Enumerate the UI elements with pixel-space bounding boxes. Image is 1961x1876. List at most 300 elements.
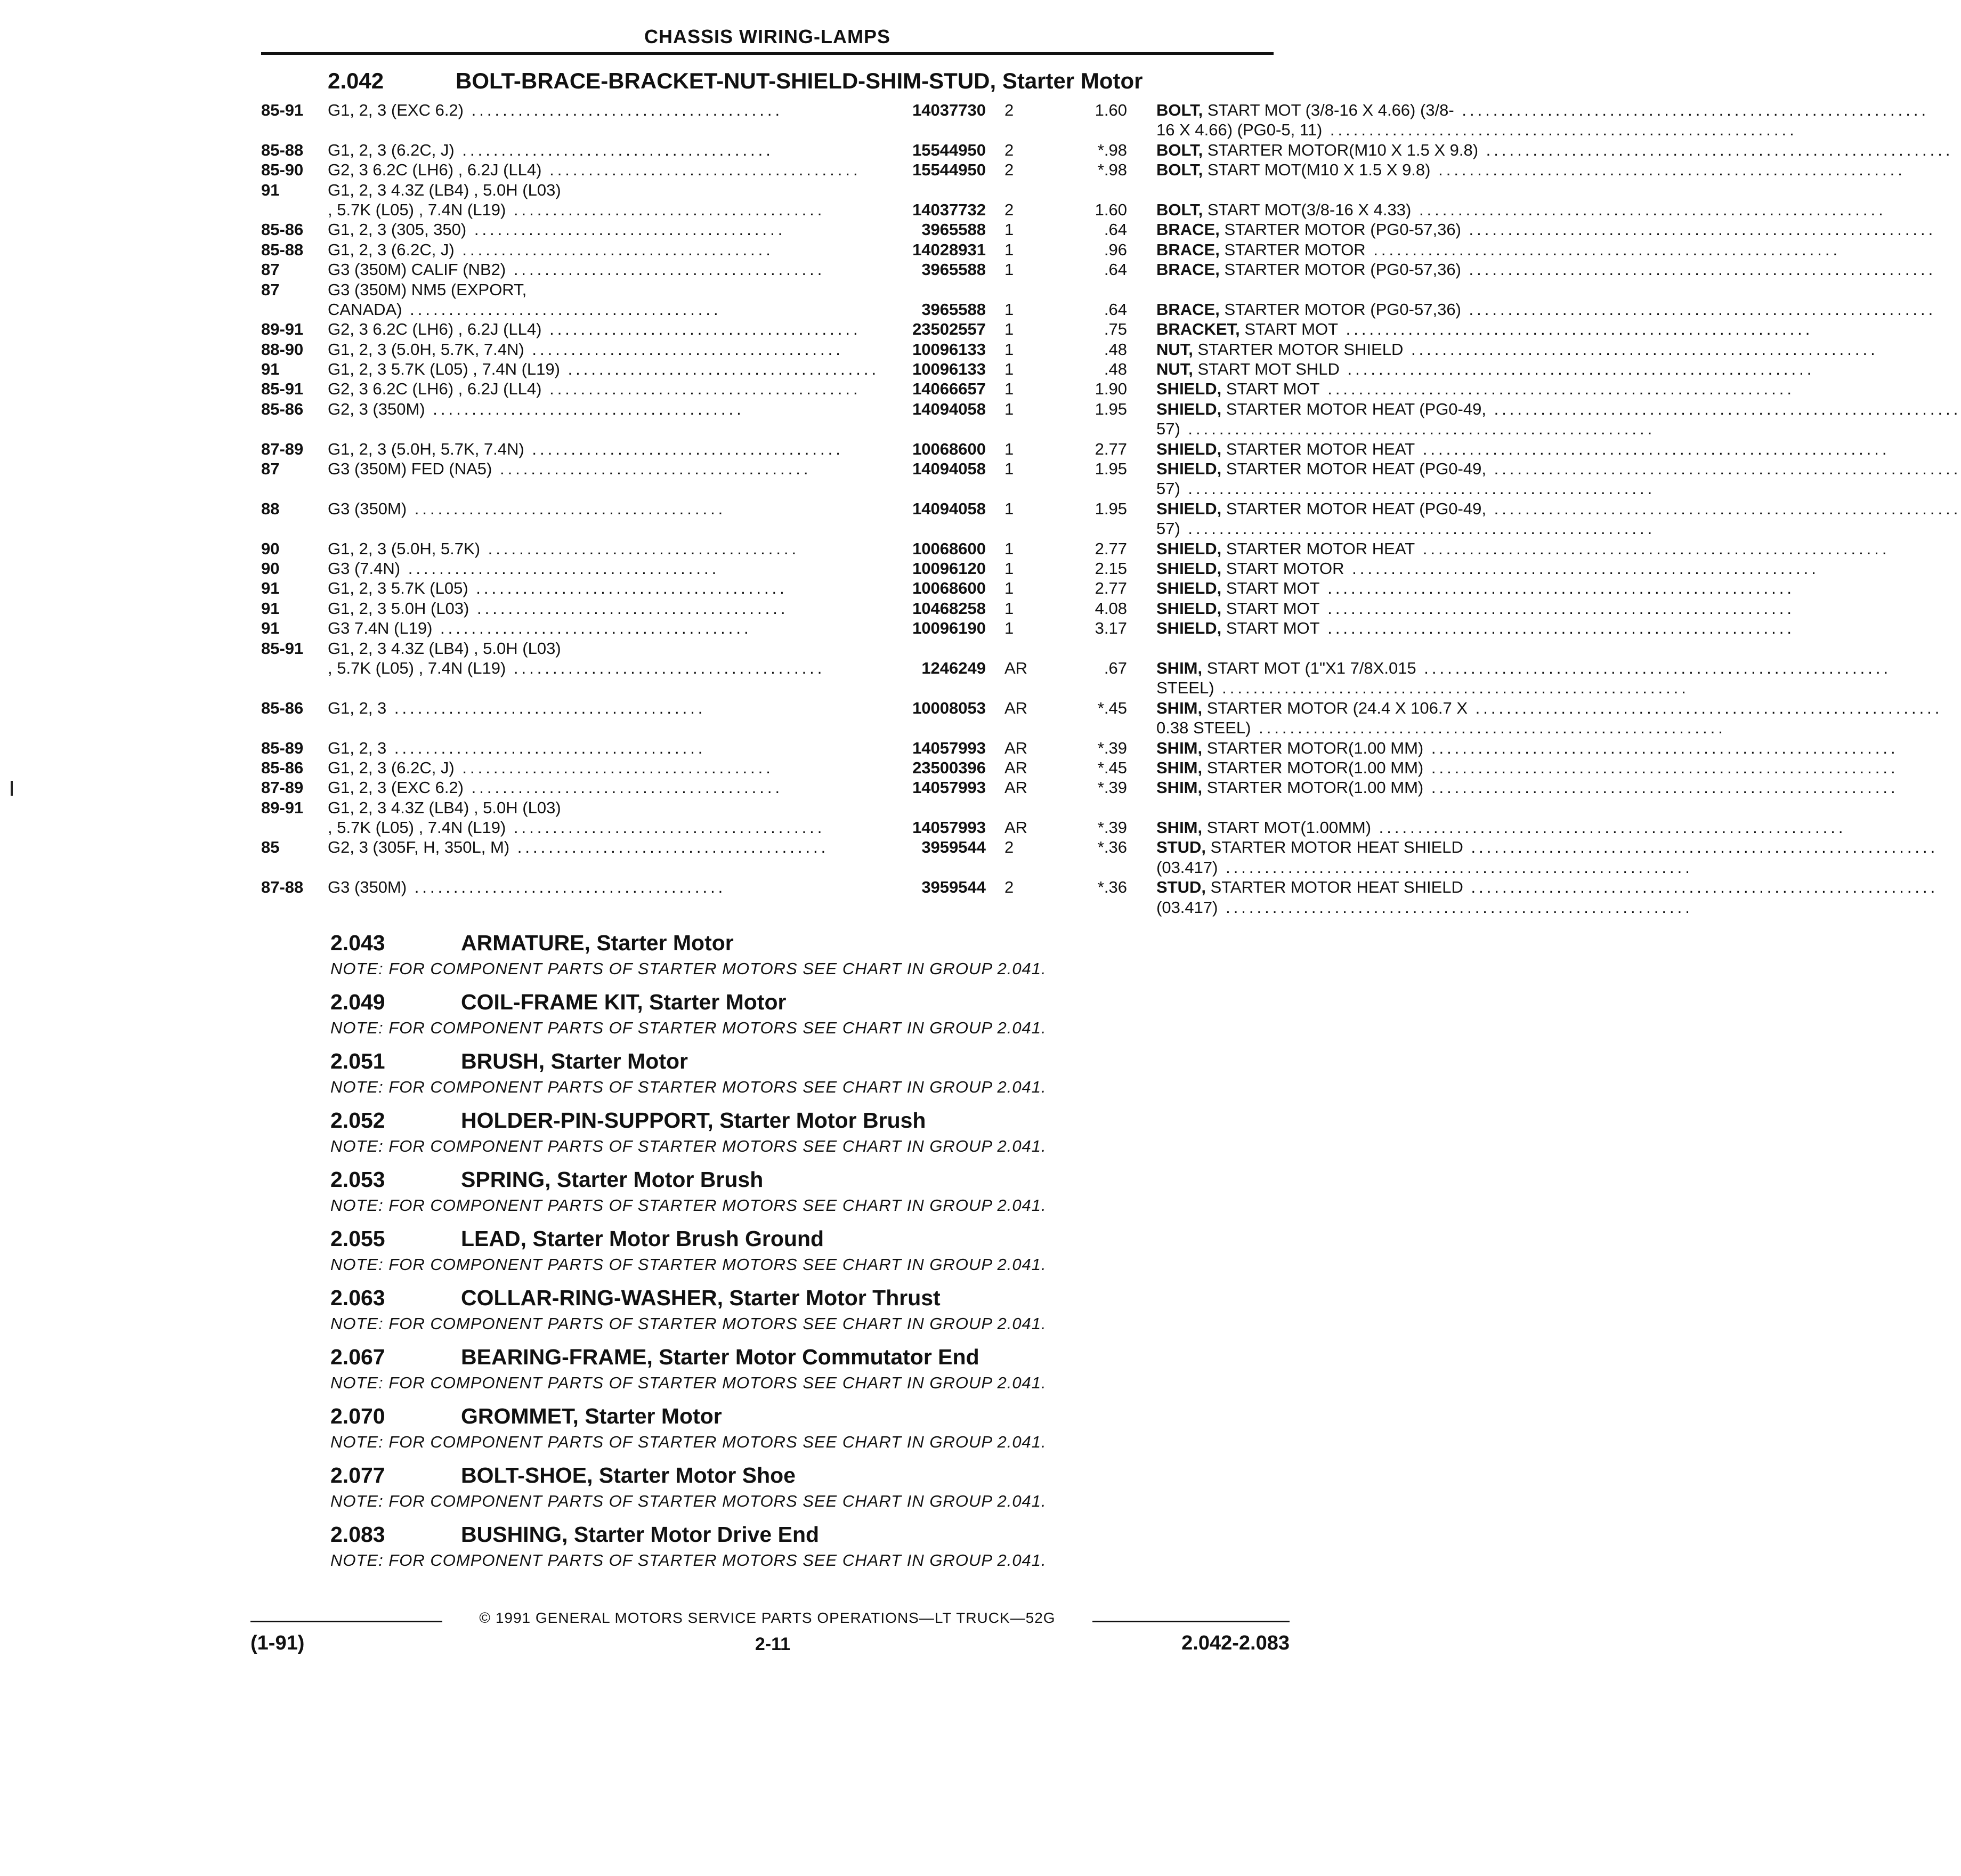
- description-text: STARTER MOTOR (PG0-57,36): [1219, 300, 1461, 319]
- application: G1, 2, 3 (6.2C, J) ........................................: [328, 758, 774, 777]
- description: [1156, 837, 1939, 857]
- price: .64: [1104, 260, 1127, 279]
- group-note: NOTE: FOR COMPONENT PARTS OF STARTER MOTORS SEE CHART IN GROUP 2.041.: [330, 1018, 1047, 1037]
- quantity: AR: [1004, 778, 1028, 797]
- dot-leader: ............................................................: [1319, 599, 1795, 618]
- part-number: 10008053: [912, 698, 986, 717]
- dot-leader: ............................................................: [1478, 140, 1954, 159]
- description-keyword: BRACE,: [1156, 300, 1220, 319]
- table-row: [261, 459, 1961, 479]
- group-entry: [330, 1519, 1290, 1578]
- model-year: 91: [261, 360, 280, 379]
- description-keyword: SHIELD,: [1156, 379, 1222, 399]
- description-text: STARTER MOTOR HEAT (PG0-49,: [1221, 399, 1486, 418]
- application: G2, 3 6.2C (LH6) , 6.2J (LL4) ........................................: [328, 379, 861, 399]
- quantity: AR: [1004, 698, 1028, 717]
- quantity: 1: [1004, 459, 1014, 479]
- dot-leader: ............................................................: [1403, 339, 1878, 359]
- application: G3 (350M) CALIF (NB2) ........................................: [328, 260, 825, 279]
- application: , 5.7K (L05) , 7.4N (L19) ........................................: [328, 818, 825, 837]
- main-group-number: 2.042: [328, 68, 384, 93]
- description-keyword: SHIELD,: [1156, 599, 1222, 618]
- price: .75: [1104, 320, 1127, 339]
- footer-group-range: 2.042-2.083: [1181, 1632, 1290, 1654]
- price: 1.95: [1095, 399, 1127, 418]
- description: [1156, 419, 1656, 439]
- group-heading: [330, 1341, 1290, 1372]
- price: 1.95: [1095, 499, 1127, 518]
- price: 1.60: [1095, 200, 1127, 219]
- dot-leader: ............................................................: [1463, 838, 1939, 857]
- description-keyword: BRACE,: [1156, 220, 1220, 239]
- part-number: 14037730: [912, 101, 986, 119]
- description-text: START MOT(3/8-16 X 4.33): [1203, 200, 1412, 219]
- description-text: 0.38 STEEL): [1156, 718, 1251, 738]
- model-year: 89-91: [261, 798, 304, 817]
- part-number: 3959544: [921, 838, 986, 857]
- model-year: 91: [261, 619, 280, 638]
- dot-leader: ............................................................: [1416, 658, 1892, 677]
- table-row: [261, 359, 1815, 379]
- description-text: START MOT: [1221, 619, 1320, 638]
- dot-leader: ........................................: [454, 758, 774, 777]
- application: G3 (350M) ........................................: [328, 878, 726, 897]
- group-heading: [330, 1401, 1290, 1432]
- part-number: 1246249: [921, 658, 986, 677]
- description: [1156, 100, 1930, 120]
- description-text: 57): [1156, 519, 1180, 538]
- dot-leader: ............................................................: [1214, 678, 1689, 698]
- model-year: 85-88: [261, 140, 304, 159]
- description-keyword: SHIELD,: [1156, 579, 1222, 598]
- model-year: 85: [261, 838, 280, 857]
- quantity: 1: [1004, 300, 1014, 319]
- quantity: 1: [1004, 360, 1014, 379]
- description-keyword: BRACKET,: [1156, 320, 1240, 339]
- application: G1, 2, 3 (6.2C, J) ........................................: [328, 240, 774, 259]
- dot-leader: ........................................: [506, 818, 825, 837]
- dot-leader: ............................................................: [1468, 698, 1943, 717]
- application: G1, 2, 3 ........................................: [328, 738, 706, 757]
- quantity: 2: [1004, 101, 1014, 119]
- description-keyword: STUD,: [1156, 878, 1206, 897]
- model-year: 87-88: [261, 878, 304, 897]
- description-text: (03.417): [1156, 858, 1218, 877]
- quantity: 2: [1004, 200, 1014, 219]
- part-number: 15544950: [912, 160, 986, 180]
- dot-leader: ............................................................: [1423, 738, 1899, 757]
- footer-rule-right: [1092, 1621, 1290, 1622]
- group-number: 2.083: [330, 1522, 385, 1547]
- price: *.98: [1097, 140, 1127, 159]
- price: *.45: [1097, 698, 1127, 717]
- model-year: 91: [261, 579, 280, 598]
- dot-leader: ............................................................: [1486, 399, 1961, 418]
- description-keyword: SHIELD,: [1156, 399, 1222, 418]
- description-text: STARTER MOTOR: [1219, 240, 1366, 259]
- application: G3 (7.4N) ........................................: [328, 559, 720, 578]
- part-number: 15544950: [912, 140, 986, 159]
- group-title-keyword: ARMATURE,: [461, 931, 590, 955]
- dot-leader: ............................................................: [1486, 459, 1961, 479]
- dot-leader: ........................................: [402, 300, 722, 319]
- quantity: 1: [1004, 439, 1014, 458]
- application: G3 7.4N (L19) ........................................: [328, 619, 752, 638]
- dot-leader: ............................................................: [1423, 778, 1899, 797]
- description-text: 16 X 4.66) (PG0-5, 11): [1156, 120, 1323, 140]
- description-keyword: SHIELD,: [1156, 459, 1222, 479]
- group-note: NOTE: FOR COMPONENT PARTS OF STARTER MOTORS SEE CHART IN GROUP 2.041.: [330, 1373, 1047, 1392]
- description-text: START MOT(1.00MM): [1202, 818, 1372, 837]
- price: 1.95: [1095, 459, 1127, 479]
- dot-leader: ............................................................: [1344, 559, 1819, 578]
- description-keyword: SHIM,: [1156, 758, 1203, 777]
- group-heading: [330, 927, 1290, 958]
- group-heading: [330, 1519, 1290, 1550]
- table-row: [261, 339, 1878, 359]
- description-keyword: BOLT,: [1156, 101, 1203, 119]
- application: , 5.7K (L05) , 7.4N (L19) ........................................: [328, 200, 825, 219]
- description-keyword: BOLT,: [1156, 200, 1203, 219]
- description: [1156, 240, 1841, 260]
- group-note: NOTE: FOR COMPONENT PARTS OF STARTER MOTORS SEE CHART IN GROUP 2.041.: [330, 1196, 1047, 1215]
- description-keyword: SHIM,: [1156, 698, 1203, 717]
- model-year: 90: [261, 559, 280, 578]
- group-title-rest: Starter Motor Brush: [713, 1108, 926, 1133]
- quantity: 1: [1004, 539, 1014, 558]
- table-row: [261, 798, 1274, 818]
- application: G3 (350M) ........................................: [328, 499, 726, 518]
- table-row: [261, 778, 1899, 797]
- description: [1156, 459, 1961, 479]
- description-text: STEEL): [1156, 678, 1214, 698]
- table-row: [261, 439, 1890, 459]
- group-title-keyword: COLLAR-RING-WASHER,: [461, 1285, 723, 1310]
- part-number: 10096190: [912, 619, 986, 638]
- table-row: [261, 100, 1930, 120]
- quantity: AR: [1004, 758, 1028, 777]
- group-note: NOTE: FOR COMPONENT PARTS OF STARTER MOTORS SEE CHART IN GROUP 2.041.: [330, 1137, 1047, 1155]
- group-title-keyword: BRUSH,: [461, 1049, 545, 1073]
- description: [1156, 818, 1846, 837]
- description-keyword: BOLT,: [1156, 140, 1203, 159]
- description: [1156, 539, 1890, 559]
- table-row: [261, 479, 1656, 498]
- description-keyword: BOLT,: [1156, 160, 1203, 180]
- dot-leader: ............................................................: [1218, 858, 1693, 877]
- header-rule: [261, 52, 1274, 55]
- application: G1, 2, 3 5.0H (L03) ........................................: [328, 599, 789, 618]
- dot-leader: ............................................................: [1218, 897, 1693, 917]
- model-year: 89-91: [261, 320, 304, 339]
- quantity: 1: [1004, 240, 1014, 259]
- dot-leader: ........................................: [506, 200, 825, 219]
- description: [1156, 339, 1878, 359]
- table-row: [261, 738, 1899, 758]
- group-heading: [330, 986, 1290, 1017]
- description: [1156, 778, 1899, 797]
- price: .67: [1104, 658, 1127, 677]
- description-keyword: SHIELD,: [1156, 499, 1222, 518]
- part-number: 14057993: [912, 818, 986, 837]
- group-heading: [330, 1282, 1290, 1313]
- margin-mark: [11, 781, 13, 796]
- group-entry: [330, 927, 1290, 986]
- group-number: 2.070: [330, 1404, 385, 1428]
- dot-leader: ........................................: [524, 439, 844, 458]
- table-row: [261, 559, 1819, 578]
- application: G1, 2, 3 5.7K (L05) , 7.4N (L19) ........................................: [328, 360, 880, 379]
- table-row: [261, 599, 1795, 618]
- description: [1156, 519, 1656, 538]
- group-title-keyword: BEARING-FRAME,: [461, 1345, 653, 1369]
- main-group-title: BOLT-BRACE-BRACKET-NUT-SHIELD-SHIM-STUD,: [456, 68, 996, 93]
- description: [1156, 379, 1795, 399]
- description: [1156, 758, 1899, 778]
- description-keyword: BRACE,: [1156, 240, 1220, 259]
- table-row: [261, 160, 1906, 180]
- dot-leader: ............................................................: [1371, 818, 1846, 837]
- dot-leader: ........................................: [480, 539, 800, 558]
- model-year: 87-89: [261, 778, 304, 797]
- group-entry: [330, 1341, 1290, 1401]
- dot-leader: ............................................................: [1454, 101, 1930, 119]
- dot-leader: ............................................................: [1486, 499, 1961, 518]
- application: G1, 2, 3 4.3Z (LB4) , 5.0H (L03): [328, 180, 561, 199]
- main-group-subtitle: Starter Motor: [1002, 68, 1143, 93]
- group-entry: [330, 1223, 1290, 1282]
- table-row: [261, 399, 1961, 419]
- dot-leader: ........................................: [492, 459, 812, 479]
- table-row: [261, 280, 1274, 300]
- part-number: 3959544: [921, 878, 986, 897]
- group-note: NOTE: FOR COMPONENT PARTS OF STARTER MOTORS SEE CHART IN GROUP 2.041.: [330, 1255, 1047, 1274]
- group-note: NOTE: FOR COMPONENT PARTS OF STARTER MOTORS SEE CHART IN GROUP 2.041.: [330, 1551, 1047, 1570]
- quantity: 1: [1004, 619, 1014, 638]
- group-title-rest: Starter Motor Drive End: [568, 1522, 820, 1547]
- dot-leader: ............................................................: [1415, 439, 1890, 458]
- application: CANADA) ........................................: [328, 300, 722, 319]
- dot-leader: ........................................: [464, 101, 783, 119]
- group-heading: [330, 1460, 1290, 1491]
- model-year: 85-88: [261, 240, 304, 259]
- quantity: AR: [1004, 738, 1028, 757]
- dot-leader: ........................................: [541, 379, 861, 399]
- description: [1156, 399, 1961, 419]
- price: .48: [1104, 339, 1127, 359]
- dot-leader: ............................................................: [1415, 539, 1890, 558]
- group-title-rest: Starter Motor Brush: [550, 1167, 764, 1192]
- dot-leader: ........................................: [386, 698, 706, 717]
- description-text: STARTER MOTOR(1.00 MM): [1202, 738, 1424, 757]
- part-number: 10068600: [912, 579, 986, 598]
- dot-leader: ........................................: [541, 160, 861, 180]
- table-row: [261, 818, 1846, 837]
- footer-date: (1-91): [250, 1632, 305, 1654]
- price: 2.77: [1095, 579, 1127, 598]
- dot-leader: ........................................: [560, 360, 880, 379]
- part-number: 14094058: [912, 459, 986, 479]
- table-row: [261, 897, 1693, 917]
- description: [1156, 858, 1693, 877]
- dot-leader: ........................................: [509, 838, 829, 857]
- dot-leader: ............................................................: [1430, 160, 1906, 180]
- quantity: 1: [1004, 379, 1014, 399]
- main-group-heading: [328, 68, 1143, 94]
- price: .64: [1104, 220, 1127, 239]
- part-number: 23500396: [912, 758, 986, 777]
- description: [1156, 658, 1892, 678]
- description-text: START MOTOR: [1221, 559, 1344, 578]
- description-text: START MOT (3/8-16 X 4.66) (3/8-: [1203, 101, 1454, 119]
- description-keyword: SHIM,: [1156, 778, 1203, 797]
- dot-leader: ........................................: [407, 878, 726, 897]
- description-text: 57): [1156, 419, 1180, 439]
- quantity: 1: [1004, 559, 1014, 578]
- price: *.45: [1097, 758, 1127, 777]
- dot-leader: ............................................................: [1339, 360, 1815, 379]
- model-year: 87: [261, 459, 280, 479]
- group-entry: [330, 1401, 1290, 1460]
- application: G1, 2, 3 4.3Z (LB4) , 5.0H (L03): [328, 798, 561, 817]
- group-entry: [330, 1282, 1290, 1341]
- description-keyword: SHIELD,: [1156, 559, 1222, 578]
- dot-leader: ........................................: [506, 658, 825, 677]
- dot-leader: ........................................: [400, 559, 720, 578]
- group-note: NOTE: FOR COMPONENT PARTS OF STARTER MOTORS SEE CHART IN GROUP 2.041.: [330, 1492, 1047, 1510]
- description-text: STARTER MOTOR HEAT (PG0-49,: [1221, 499, 1486, 518]
- price: *.39: [1097, 738, 1127, 757]
- quantity: 1: [1004, 579, 1014, 598]
- price: 1.90: [1095, 379, 1127, 399]
- description: [1156, 698, 1943, 718]
- model-year: 85-90: [261, 160, 304, 180]
- model-year: 91: [261, 599, 280, 618]
- dot-leader: ........................................: [466, 220, 786, 239]
- description: [1156, 220, 1936, 239]
- application: G1, 2, 3 5.7K (L05) ........................................: [328, 579, 788, 598]
- table-row: [261, 260, 1936, 279]
- description-keyword: NUT,: [1156, 360, 1193, 379]
- application: G1, 2, 3 (6.2C, J) ........................................: [328, 140, 774, 159]
- dot-leader: ............................................................: [1461, 300, 1936, 319]
- table-row: [261, 877, 1939, 897]
- dot-leader: ........................................: [454, 140, 774, 159]
- dot-leader: ........................................: [506, 260, 825, 279]
- model-year: 85-86: [261, 758, 304, 777]
- part-number: 10096133: [912, 339, 986, 359]
- description-text: STARTER MOTOR(M10 X 1.5 X 9.8): [1203, 140, 1479, 159]
- group-number: 2.052: [330, 1108, 385, 1133]
- quantity: 2: [1004, 838, 1014, 857]
- description: [1156, 160, 1906, 180]
- price: *.98: [1097, 160, 1127, 180]
- dot-leader: ............................................................: [1319, 619, 1795, 638]
- description-text: (03.417): [1156, 897, 1218, 917]
- description-keyword: SHIM,: [1156, 738, 1203, 757]
- group-title-keyword: GROMMET,: [461, 1404, 579, 1428]
- footer-rule-left: [250, 1621, 442, 1622]
- table-row: [261, 200, 1886, 220]
- model-year: 85-86: [261, 399, 304, 418]
- table-row: [261, 758, 1899, 778]
- group-title-rest: Starter Motor Commutator End: [652, 1345, 979, 1369]
- table-row: [261, 120, 1797, 140]
- table-row: [261, 858, 1693, 877]
- quantity: 1: [1004, 260, 1014, 279]
- part-number: 14037732: [912, 200, 986, 219]
- description-text: START MOT: [1221, 579, 1320, 598]
- description-text: STARTER MOTOR (PG0-57,36): [1219, 220, 1461, 239]
- table-row: [261, 638, 1274, 658]
- dot-leader: ............................................................: [1180, 479, 1656, 498]
- dot-leader: ........................................: [407, 499, 726, 518]
- description: [1156, 678, 1689, 698]
- price: *.36: [1097, 878, 1127, 897]
- application: G2, 3 (305F, H, 350L, M) ........................................: [328, 838, 829, 857]
- table-row: [261, 140, 1954, 160]
- model-year: 85-91: [261, 101, 304, 119]
- application: G1, 2, 3 (305, 350) ........................................: [328, 220, 786, 239]
- table-row: [261, 578, 1795, 598]
- quantity: 1: [1004, 599, 1014, 618]
- part-number: 3965588: [921, 300, 986, 319]
- description-text: 57): [1156, 479, 1180, 498]
- quantity: 2: [1004, 140, 1014, 159]
- group-entry: [330, 1046, 1290, 1105]
- dot-leader: ............................................................: [1365, 240, 1841, 259]
- group-heading: [330, 1046, 1290, 1077]
- description: [1156, 140, 1954, 160]
- description-text: STARTER MOTOR SHIELD: [1193, 339, 1404, 359]
- group-heading: [330, 1105, 1290, 1136]
- dot-leader: ............................................................: [1423, 758, 1899, 777]
- price: 2.15: [1095, 559, 1127, 578]
- description: [1156, 300, 1936, 319]
- part-number: 10096120: [912, 559, 986, 578]
- group-title-keyword: SPRING,: [461, 1167, 551, 1192]
- description: [1156, 599, 1795, 618]
- description-keyword: STUD,: [1156, 838, 1206, 857]
- table-row: [261, 220, 1936, 239]
- group-entry: [330, 1164, 1290, 1223]
- application: G2, 3 6.2C (LH6) , 6.2J (LL4) ........................................: [328, 160, 861, 180]
- dot-leader: ............................................................: [1463, 878, 1939, 897]
- quantity: 2: [1004, 878, 1014, 897]
- quantity: AR: [1004, 818, 1028, 837]
- model-year: 85-86: [261, 220, 304, 239]
- part-number: 14057993: [912, 778, 986, 797]
- dot-leader: ........................................: [541, 320, 861, 339]
- part-number: 14066657: [912, 379, 986, 399]
- description-text: START MOT SHLD: [1193, 360, 1340, 379]
- description-keyword: SHIELD,: [1156, 439, 1222, 458]
- dot-leader: ............................................................: [1319, 579, 1795, 598]
- dot-leader: ............................................................: [1411, 200, 1886, 219]
- part-number: 10068600: [912, 439, 986, 458]
- application: G3 (350M) FED (NA5) ........................................: [328, 459, 812, 479]
- description-text: START MOT: [1239, 320, 1339, 339]
- description: [1156, 578, 1795, 598]
- price: 1.60: [1095, 101, 1127, 119]
- part-number: 3965588: [921, 260, 986, 279]
- table-row: [261, 240, 1841, 260]
- dot-leader: ............................................................: [1461, 220, 1936, 239]
- description: [1156, 718, 1726, 738]
- model-year: 91: [261, 180, 280, 199]
- description-text: STARTER MOTOR HEAT (PG0-49,: [1221, 459, 1486, 479]
- application: G1, 2, 3 4.3Z (LB4) , 5.0H (L03): [328, 638, 561, 658]
